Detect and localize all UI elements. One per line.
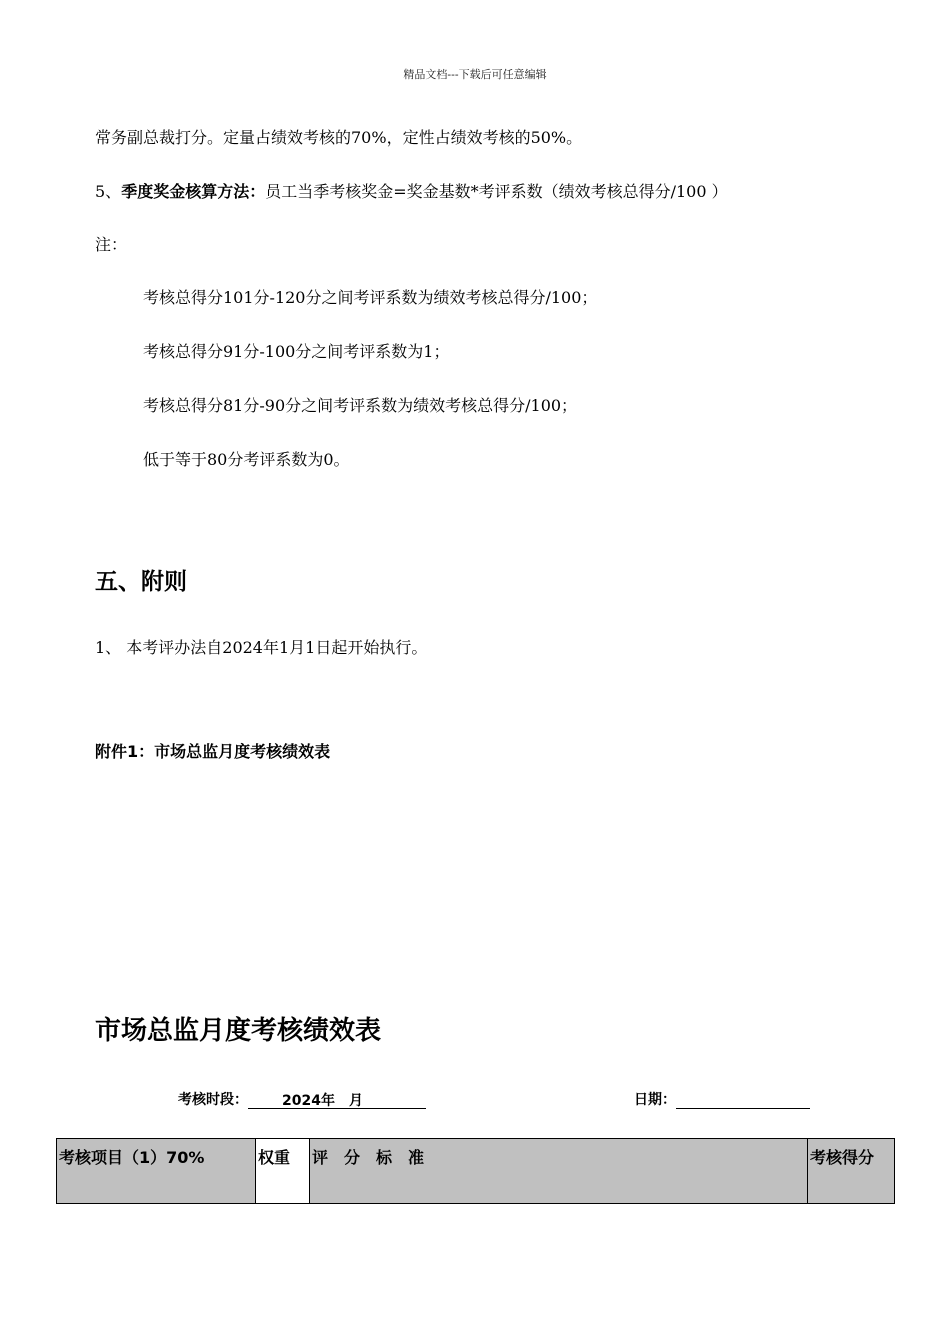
item-5 [95,182,728,202]
note-line-3: 考核总得分81分-90分之间考评系数为绩效考核总得分/100； [143,396,578,415]
date-field [634,1089,810,1109]
note-label: 注： [95,235,128,254]
item-5-prefix: 5、 [95,182,122,201]
header-weight: 权重 [256,1139,310,1204]
page-header: 精品文档---下载后可任意编辑 [403,68,547,81]
score-table [56,1138,895,1204]
table-header-row [57,1139,895,1204]
item-5-label: 季度奖金核算方法： [121,182,266,201]
section-heading: 五、附则 [95,569,187,595]
note-line-4: 低于等于80分考评系数为0。 [143,450,350,469]
period-label: 考核时段： [178,1092,248,1108]
header-score: 考核得分 [808,1139,895,1204]
item-5-text: 员工当季考核奖金=奖金基数*考评系数（绩效考核总得分/100 ） [265,182,728,201]
section-item-1: 1、 本考评办法自2024年1月1日起开始执行。 [95,638,428,657]
attachment-label: 附件1：市场总监月度考核绩效表 [95,742,331,761]
date-value[interactable] [676,1090,810,1109]
note-line-1: 考核总得分101分-120分之间考评系数为绩效考核总得分/100； [143,288,598,307]
header-scoring-criteria: 评 分 标 准 [310,1139,808,1204]
period-field [178,1089,426,1109]
paragraph-line: 常务副总裁打分。定量占绩效考核的70%，定性占绩效考核的50%。 [95,128,583,147]
form-title: 市场总监月度考核绩效表 [95,1016,382,1046]
note-line-2: 考核总得分91分-100分之间考评系数为1； [143,342,450,361]
header-assessment-item: 考核项目（1）70% [57,1139,256,1204]
date-label: 日期： [634,1092,676,1108]
period-value[interactable]: 2024年 月 [248,1090,426,1109]
